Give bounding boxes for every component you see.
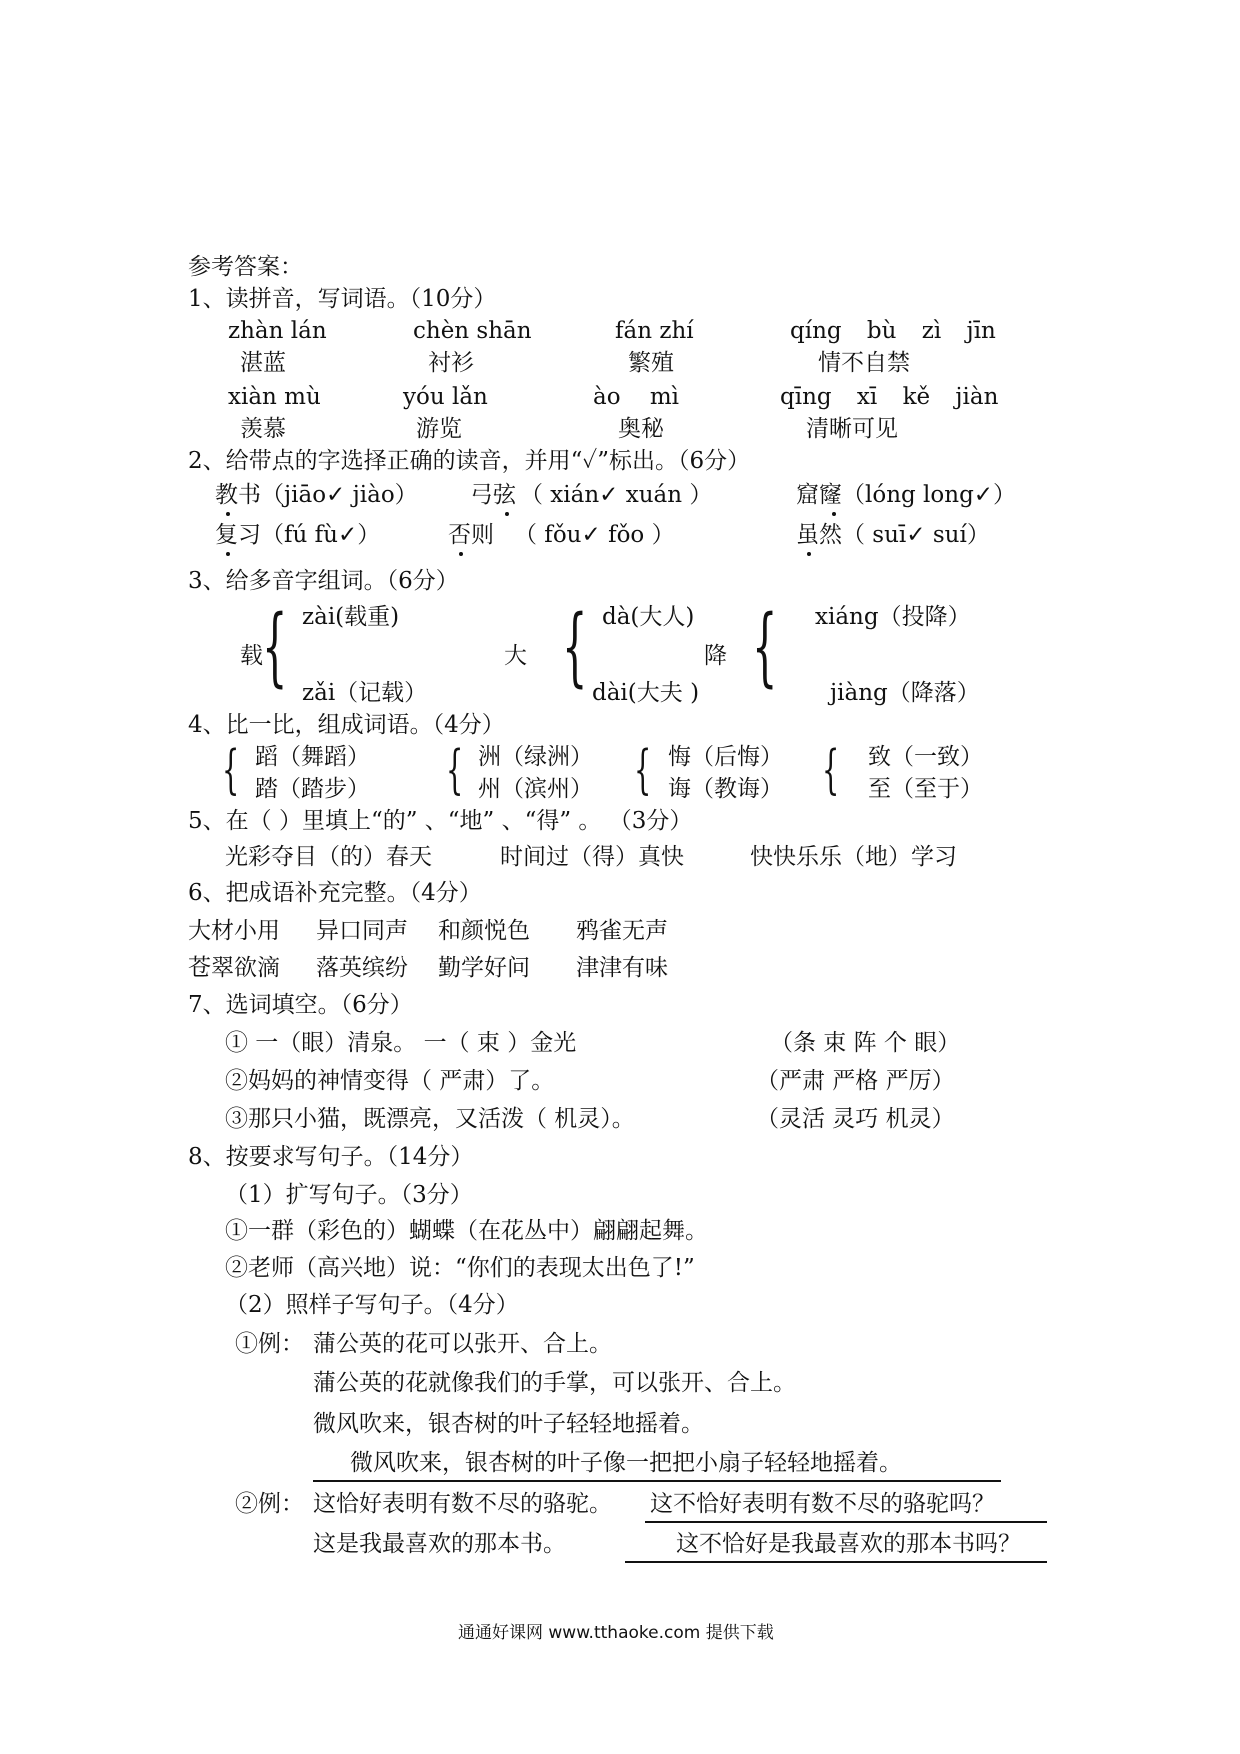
q8-sub1-answer: ②老师（高兴地）说：“你们的表现太出色了!” [225, 1255, 695, 1281]
page-title: 参考答案： [188, 254, 303, 280]
q7-choices: （严肃 严格 严厉） [756, 1068, 955, 1094]
q2-word: 复习 [215, 522, 261, 548]
q4-bottom: 踏（踏步） [255, 776, 370, 802]
brace-icon: { [752, 597, 778, 696]
q4-top: 蹈（舞蹈） [255, 744, 370, 770]
q6-idiom: 苍翠欲滴 [188, 955, 280, 981]
q2-word: 虽然 [796, 522, 842, 548]
q8-sub2: （2）照样子写句子。（4分） [225, 1292, 519, 1318]
page-footer: 通通好课网 www.tthaoke.com 提供下载 [458, 1623, 774, 1643]
q1-pinyin: zhàn lán [228, 318, 327, 344]
q2-options: （ fǒu✓ fǒo ） [514, 522, 675, 548]
q2-word: 教书 [215, 482, 261, 508]
q5-answer: 光彩夺目（的）春天 [225, 844, 432, 870]
brace-icon: { [822, 739, 840, 802]
q4-bottom: 至（至于） [868, 776, 983, 802]
brace-icon: { [262, 597, 288, 696]
q7-sentence: ②妈妈的神情变得（ 严肃）了。 [225, 1068, 555, 1094]
q1-pinyin: ào mì [593, 384, 680, 410]
q2-options: （jiāo✓ jiào） [261, 482, 418, 508]
answer-underline [625, 1561, 1047, 1563]
q1-pinyin: chèn shān [413, 318, 532, 344]
emphasis-dot [459, 552, 463, 556]
q4-top: 悔（后悔） [668, 744, 783, 770]
q1-word: 奥秘 [618, 416, 664, 442]
emphasis-dot [832, 512, 836, 516]
q2-word: 弓弦 [470, 482, 516, 508]
q5-heading: 5、在（ ）里填上“的” 、“地” 、“得” 。 （3分） [188, 808, 693, 834]
q3-char: 大 [504, 643, 527, 669]
example-label: ①例： [235, 1331, 304, 1357]
q2-options: （fú fù✓） [261, 522, 381, 548]
q8-sub1: （1）扩写句子。（3分） [225, 1182, 473, 1208]
q8-sub1-answer: ①一群（彩色的）蝴蝶（在花丛中）翩翩起舞。 [225, 1218, 708, 1244]
q1-pinyin: xiàn mù [228, 384, 321, 410]
answer-underline [313, 1480, 1001, 1482]
emphasis-dot [226, 552, 230, 556]
q6-idiom: 勤学好问 [438, 955, 530, 981]
q6-idiom: 鸦雀无声 [576, 918, 668, 944]
example-label: ②例： [235, 1491, 304, 1517]
q5-answer: 快快乐乐（地）学习 [750, 844, 957, 870]
q3-bottom: zǎi（记载） [302, 680, 428, 706]
example-sentence: 蒲公英的花可以张开、合上。 [313, 1331, 612, 1357]
q7-sentence: ③那只小猫，既漂亮，又活泼（ 机灵）。 [225, 1106, 635, 1132]
q3-top: xiáng（投降） [815, 604, 971, 630]
brace-icon: { [222, 739, 240, 802]
q1-word: 清晰可见 [806, 416, 898, 442]
q7-choices: （灵活 灵巧 机灵） [756, 1106, 955, 1132]
example-sentence: 这是我最喜欢的那本书。 [313, 1531, 566, 1557]
answer-sentence: 这不恰好是我最喜欢的那本书吗？ [676, 1531, 1021, 1557]
q2-options: （lóng long✓） [842, 482, 1017, 508]
q3-top: dà(大人) [602, 604, 695, 630]
q1-word: 衬衫 [428, 350, 474, 376]
q6-idiom: 异口同声 [316, 918, 408, 944]
q1-pinyin: qīng xī kě jiàn [780, 384, 999, 410]
q1-pinyin: yóu lǎn [403, 384, 488, 410]
q4-bottom: 州（滨州） [478, 776, 593, 802]
q4-top: 洲（绿洲） [478, 744, 593, 770]
q6-idiom: 津津有味 [576, 955, 668, 981]
q1-word: 游览 [416, 416, 462, 442]
brace-icon: { [562, 597, 588, 696]
emphasis-dot [807, 552, 811, 556]
q3-char: 降 [704, 643, 727, 669]
q7-choices: （条 束 阵 个 眼） [770, 1030, 961, 1056]
answer-sentence: 这不恰好表明有数不尽的骆驼吗？ [650, 1491, 995, 1517]
example-sentence: 这恰好表明有数不尽的骆驼。 [313, 1491, 612, 1517]
q6-idiom: 和颜悦色 [438, 918, 530, 944]
emphasis-dot [505, 512, 509, 516]
q7-sentence: ① 一（眼）清泉。 一（ 束 ）金光 [225, 1030, 577, 1056]
q2-heading: 2、给带点的字选择正确的读音，并用“✓”标出。（6分） [188, 448, 751, 474]
q6-idiom: 落英缤纷 [316, 955, 408, 981]
q3-heading: 3、给多音字组词。（6分） [188, 568, 459, 594]
q1-pinyin: fán zhí [615, 318, 694, 344]
q6-idiom: 大材小用 [188, 918, 280, 944]
q4-bottom: 诲（教诲） [668, 776, 783, 802]
q3-bottom: jiàng（降落） [830, 680, 980, 706]
q5-answer: 时间过（得）真快 [500, 844, 684, 870]
example-sentence: 蒲公英的花就像我们的手掌，可以张开、合上。 [313, 1370, 796, 1396]
q1-word: 羡慕 [240, 416, 286, 442]
brace-icon: { [634, 739, 652, 802]
q2-word: 否则 [448, 522, 494, 548]
q2-options: （ xián✓ xuán ） [520, 482, 713, 508]
q4-heading: 4、比一比，组成词语。（4分） [188, 712, 505, 738]
q7-heading: 7、选词填空。（6分） [188, 992, 413, 1018]
answer-sentence: 微风吹来，银杏树的叶子像一把把小扇子轻轻地摇着。 [350, 1450, 902, 1476]
q3-char: 载 [240, 643, 263, 669]
emphasis-dot [226, 512, 230, 516]
answer-underline [645, 1521, 1047, 1523]
q1-word: 情不自禁 [818, 350, 910, 376]
example-sentence: 微风吹来，银杏树的叶子轻轻地摇着。 [313, 1411, 704, 1437]
q8-heading: 8、按要求写句子。（14分） [188, 1144, 474, 1170]
brace-icon: { [446, 739, 464, 802]
q4-top: 致（一致） [868, 744, 983, 770]
q1-word: 湛蓝 [240, 350, 286, 376]
q3-bottom: dài(大夫 ) [592, 680, 700, 706]
q1-heading: 1、读拼音，写词语。（10分） [188, 286, 497, 312]
q2-word: 窟窿 [796, 482, 842, 508]
q1-word: 繁殖 [628, 350, 674, 376]
q6-heading: 6、把成语补充完整。（4分） [188, 880, 482, 906]
q2-options: （ suī✓ suí） [842, 522, 990, 548]
q1-pinyin: qíng bù zì jīn [790, 318, 996, 344]
q3-top: zài(载重) [302, 604, 400, 630]
